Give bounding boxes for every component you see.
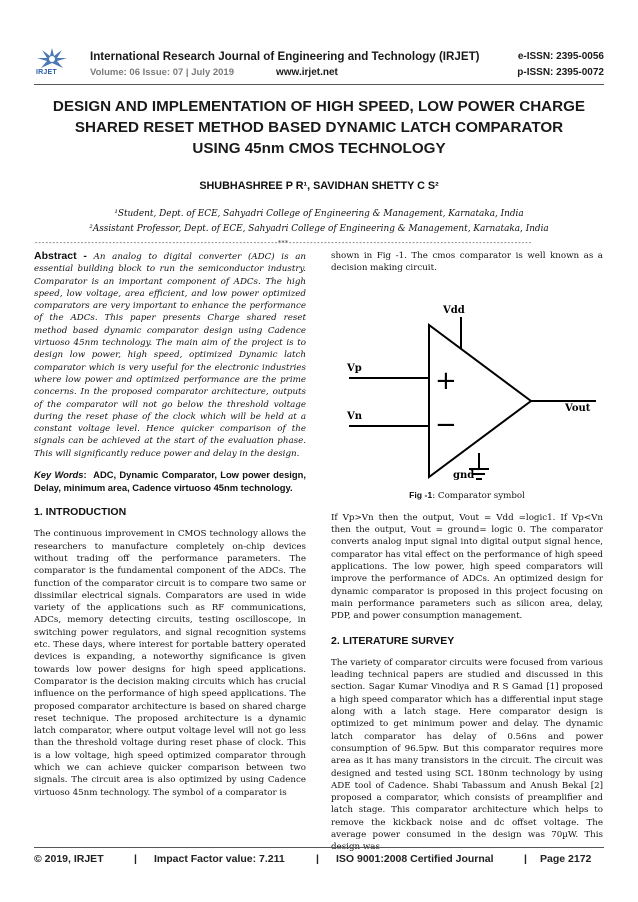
journal-title: International Research Journal of Engineering and Technology (IRJET) [90, 50, 480, 63]
eissn: e-ISSN: 2395-0056 [517, 51, 604, 62]
footer-divider: | [134, 853, 137, 865]
paper-title [30, 96, 608, 159]
separator-line: ---------------------------------------------------------------------***--------------------------------------------------------------------- [34, 238, 532, 247]
volume-issue: Volume: 06 Issue: 07 | July 2019 [90, 67, 234, 78]
title-line-1: DESIGN AND IMPLEMENTATION OF HIGH SPEED, LOW POWER CHARGE [52, 98, 586, 115]
comparator-explanation-text: If Vp>Vn then the output, Vout = Vdd =logic1. If Vp<Vn then the output, Vout = ground= logic 0. The comparator converts analog input signal into digital output signal hence, comparator has vital effect on the performance of high speed applications. The low power, high speed comparators will improve the performance of ADCs. An optimized design for dynamic comparator is proposed in this project focusing on main performance parameters such as silicon area, delay, PDP, and power consumption management. [331, 512, 603, 622]
affiliation-1: ¹Student, Dept. of ECE, Sahyadri College of Engineering & Management, Karnataka, India [114, 209, 524, 219]
footer-page-number: Page 2172 [540, 853, 592, 865]
footer-impact-factor: Impact Factor value: 7.211 [154, 853, 285, 865]
abstract-label: Abstract - [34, 250, 87, 262]
caption-text: : Comparator symbol [432, 490, 525, 501]
pissn: p-ISSN: 2395-0072 [517, 67, 604, 78]
comparator-symbol-figure [331, 283, 603, 485]
intro-continued-text: shown in Fig -1. The cmos comparator is well known as a decision making circuit. [331, 251, 603, 274]
caption-label: Fig -1 [409, 489, 433, 500]
vout-label: Vout [565, 402, 591, 414]
vn-label: Vn [347, 410, 363, 422]
gnd-label: gnd [453, 469, 475, 481]
section-heading-literature-survey: 2. LITERATURE SURVEY [331, 634, 455, 647]
footer-rule [34, 847, 604, 848]
footer-divider: | [316, 853, 319, 865]
left-column [34, 250, 306, 807]
authors: SHUBHASHREE P R¹, SAVIDHAN SHETTY C S² [199, 180, 439, 192]
abstract-text: An analog to digital converter (ADC) is an essential building block to run the semiconductor industry. Comparator is an important component of ADCs. The high speed, low voltage, area efficient, and low power optimized comparators are very important to enhance the performance of the ADCs. This paper presents Charge shared reset method based dynamic comparator design using Cadence virtuoso 45nm technology. The main aim of the project is to design low power, high speed, optimized Dynamic latch comparator which is very useful for the electronic industries where low power and optimized performance are the prime concerns. In the proposed comparator architecture, outputs of the comparator will not go below the threshold voltage during the reset phase of the clock which will be held at a constant voltage level. Hence quicker comparison of the signals can be achieved at the start of the evaluation phase. This will significantly reduce power and delay in the design. [34, 252, 306, 459]
footer-iso: ISO 9001:2008 Certified Journal [336, 853, 494, 865]
abstract [34, 250, 306, 460]
keywords-text: ADC, Dynamic Comparator, Low power design, Delay, minimum area, Cadence virtuoso 45nm technology. [34, 469, 306, 494]
footer-divider: | [524, 853, 527, 865]
literature-survey-text: The variety of comparator circuits were focused from various leading technical papers are studied and discussed in this section. Sagar Kumar Vinodiya and R S Gamad [1] proposed a high speed comparator which has a differential input stage along with a latch stage. Here comparator design is optimized to get minimum power and delay. The dynamic latch comparator has delay of 0.56ns and power consumption of 96.5pw. But this comparator requires more area as it has many transistors in the circuit. The circuit was designed and tested using SCL 180nm technology by using ADE tool of Cadence. Shabi Tabassum and Anush Bekal [2] proposed a comparator, which consists of preamplifier and latch stage. This comparator architecture which helps to remove the kickback noise and dc offset voltage. The average power consumed in the design was 70µW. This [331, 657, 603, 841]
vdd-label: Vdd [443, 304, 465, 316]
journal-website-link[interactable]: www.irjet.net [276, 67, 338, 78]
affiliation-2: ²Assistant Professor, Dept. of ECE, Sahyadri College of Engineering & Management, Karnataka, India [89, 224, 549, 234]
introduction-text: The continuous improvement in CMOS technology allows the researchers to manufacture completely on-chip devices without trading off the performance parameters. The comparator is the fundamental component of the ADCs. The function of the comparator circuit is to compare two same or dissimilar electrical signals. Comparators are used in wide variety of the applications such as RF communications, ADCs, memory detecting circuits, testing oscilloscope, in switching power regulators, and signal recognition systems etc. These days, where interest for portable battery operated devices is expanding, a noteworthy significance is given towards low power designs for high speed applications. Comparator is the decision making circuits which has crucial influence on the performance of high speed applications. The proposed comparator architecture is based on shared charge reset technique. The proposed architecture is a dynamic latch comparator, where output voltage level will not go less than the threshold voltage during reset phase of clock. This is a low voltage, high speed optimized comparator through which we can achieve quicker comparison between two signals. The circuit area is also optimized by using Cadence virtuoso 45nm technology. The symbol of a comparator is [34, 529, 306, 798]
figure-caption [331, 489, 603, 502]
keywords: Key Words: ADC, Dynamic Comparator, Low power design, Delay, minimum area, Cadence virtuoso 45nm technology. [34, 469, 306, 494]
title-line-2: SHARED RESET METHOD BASED DYNAMIC LATCH COMPARATOR [74, 119, 564, 136]
title-line-3: USING 45nm CMOS TECHNOLOGY [192, 140, 446, 157]
vp-label: Vp [347, 362, 362, 374]
plus-sign: + [435, 365, 457, 396]
logo-text: IRJET [36, 69, 57, 76]
journal-header [34, 46, 604, 80]
minus-sign: − [435, 409, 457, 440]
irjet-logo [34, 46, 70, 80]
header-rule [34, 84, 604, 85]
footer-copyright: © 2019, IRJET [34, 853, 104, 865]
keywords-label: Key Words [34, 469, 84, 481]
section-heading-introduction: 1. INTRODUCTION [34, 506, 127, 519]
right-column [331, 250, 603, 862]
